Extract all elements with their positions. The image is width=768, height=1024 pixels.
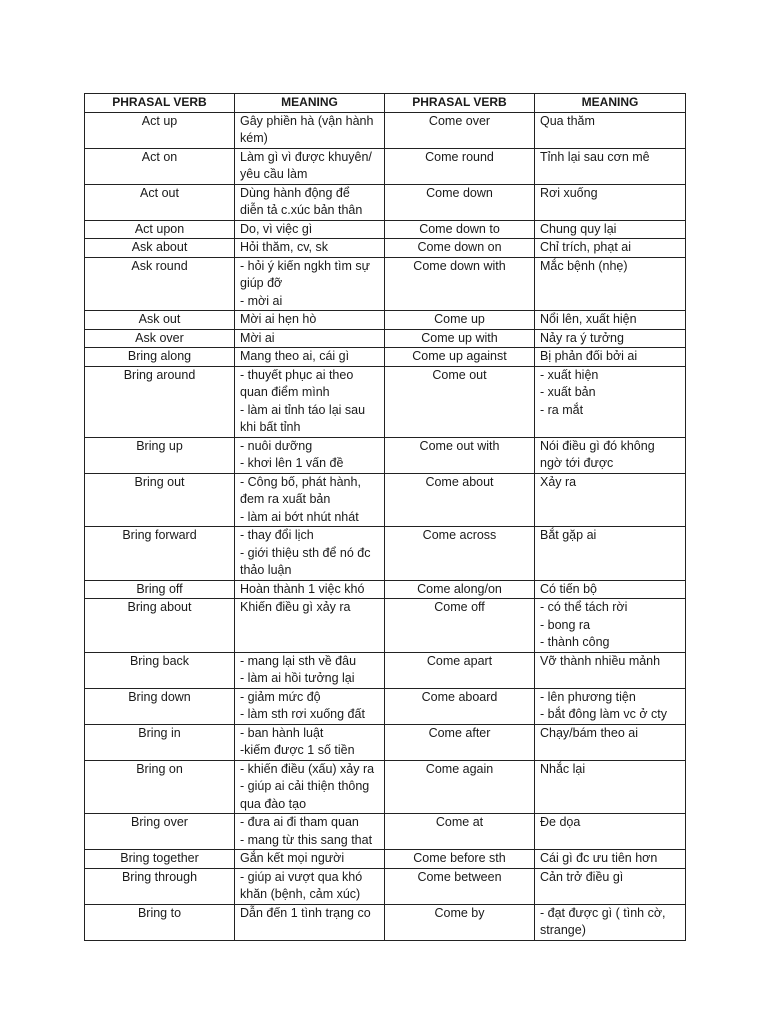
table-row <box>85 580 686 599</box>
meaning-cell <box>535 527 686 581</box>
meaning-cell <box>235 599 385 653</box>
phrasal-verb-cell: Come round <box>385 148 535 184</box>
meaning-cell <box>535 311 686 330</box>
meaning-line: Xảy ra <box>540 474 577 489</box>
meaning-line: - bong ra <box>540 617 591 632</box>
meaning-line: - làm sth rơi xuống đất <box>240 707 365 721</box>
phrasal-verb-cell: Ask round <box>85 257 235 311</box>
meaning-cell <box>235 437 385 473</box>
meaning-cell <box>535 850 686 869</box>
meaning-line: - lên phương tiện <box>540 689 636 704</box>
meaning-line: - khơi lên 1 vấn đề <box>240 456 344 470</box>
header-phrasal-verb-1: PHRASAL VERB <box>85 94 235 113</box>
table-row <box>85 220 686 239</box>
meaning-line: Mang theo ai, cái gì <box>240 349 350 363</box>
meaning-cell <box>235 257 385 311</box>
phrasal-verb-cell: Ask about <box>85 239 235 258</box>
meaning-line: Chỉ trích, phạt ai <box>540 240 632 254</box>
phrasal-verb-cell: Bring along <box>85 348 235 367</box>
phrasal-verb-cell: Bring out <box>85 473 235 527</box>
meaning-cell <box>235 580 385 599</box>
meaning-line: - giới thiệu sth để nó đc <box>240 545 371 560</box>
meaning-line: Hỏi thăm, cv, sk <box>240 240 328 254</box>
meaning-cell <box>235 239 385 258</box>
meaning-line: -kiếm được 1 số tiền <box>240 743 355 757</box>
phrasal-verb-cell: Come at <box>385 814 535 850</box>
meaning-line: - xuất hiện <box>540 367 599 382</box>
phrasal-verb-cell: Bring to <box>85 904 235 940</box>
phrasal-verb-cell: Ask over <box>85 329 235 348</box>
meaning-cell <box>535 904 686 940</box>
table-row <box>85 760 686 814</box>
meaning-line: - giúp ai vượt qua khó <box>240 869 363 884</box>
phrasal-verb-cell: Come down <box>385 184 535 220</box>
meaning-line: Gây phiền hà (vận hành <box>240 113 374 128</box>
meaning-cell <box>235 184 385 220</box>
phrasal-verb-cell: Come down with <box>385 257 535 311</box>
meaning-cell <box>535 366 686 437</box>
meaning-line: - thành công <box>540 635 610 649</box>
meaning-cell <box>235 311 385 330</box>
table-row <box>85 112 686 148</box>
meaning-cell <box>235 850 385 869</box>
meaning-cell <box>535 868 686 904</box>
table-row <box>85 652 686 688</box>
meaning-line: - nuôi dưỡng <box>240 438 313 453</box>
meaning-cell <box>235 148 385 184</box>
phrasal-verb-cell: Bring over <box>85 814 235 850</box>
phrasal-verb-cell: Bring about <box>85 599 235 653</box>
meaning-line: đem ra xuất bản <box>240 492 331 506</box>
meaning-cell <box>235 652 385 688</box>
meaning-cell <box>535 599 686 653</box>
meaning-line: Do, vì việc gì <box>240 221 313 236</box>
phrasal-verb-cell: Come up with <box>385 329 535 348</box>
meaning-cell <box>535 724 686 760</box>
meaning-cell <box>235 904 385 940</box>
table-row <box>85 473 686 527</box>
meaning-cell <box>535 760 686 814</box>
meaning-cell <box>235 527 385 581</box>
meaning-line: - đưa ai đi tham quan <box>240 815 359 829</box>
table-row <box>85 366 686 437</box>
table-row <box>85 148 686 184</box>
phrasal-verb-cell: Act on <box>85 148 235 184</box>
table-row <box>85 850 686 869</box>
meaning-line: - có thể tách rời <box>540 600 628 614</box>
meaning-cell <box>535 220 686 239</box>
meaning-cell <box>535 239 686 258</box>
meaning-line: Khiến điều gì xảy ra <box>240 600 351 614</box>
meaning-cell <box>235 814 385 850</box>
header-meaning-2: MEANING <box>535 94 686 113</box>
phrasal-verb-cell: Come up against <box>385 348 535 367</box>
phrasal-verb-cell: Come over <box>385 112 535 148</box>
phrasal-verb-cell: Come after <box>385 724 535 760</box>
meaning-cell <box>535 329 686 348</box>
phrasal-verb-cell: Come across <box>385 527 535 581</box>
table-row <box>85 257 686 311</box>
meaning-line: Nổi lên, xuất hiện <box>540 312 637 326</box>
table-row <box>85 184 686 220</box>
meaning-line: qua đào tạo <box>240 796 307 811</box>
table-row <box>85 311 686 330</box>
meaning-line: Có tiến bộ <box>540 581 597 596</box>
meaning-cell <box>535 688 686 724</box>
table-body <box>85 112 686 940</box>
phrasal-verb-cell: Bring on <box>85 760 235 814</box>
meaning-line: - làm ai bớt nhút nhát <box>240 509 359 524</box>
table-row <box>85 437 686 473</box>
phrasal-verb-cell: Come between <box>385 868 535 904</box>
meaning-line: strange) <box>540 923 586 937</box>
phrasal-verb-cell: Come before sth <box>385 850 535 869</box>
meaning-cell <box>535 112 686 148</box>
table-row <box>85 688 686 724</box>
phrasal-verb-cell: Bring off <box>85 580 235 599</box>
meaning-line: - hỏi ý kiến ngkh tìm sự <box>240 258 370 273</box>
table-row <box>85 724 686 760</box>
meaning-line: kém) <box>240 131 268 145</box>
meaning-line: Cản trở điều gì <box>540 869 624 884</box>
phrasal-verb-cell: Bring back <box>85 652 235 688</box>
phrasal-verb-cell: Bring through <box>85 868 235 904</box>
table-row <box>85 599 686 653</box>
meaning-cell <box>535 437 686 473</box>
phrasal-verb-cell: Come down to <box>385 220 535 239</box>
phrasal-verb-cell: Come by <box>385 904 535 940</box>
table-header-row <box>85 94 686 113</box>
phrasal-verb-cell: Bring together <box>85 850 235 869</box>
phrasal-verb-cell: Come about <box>385 473 535 527</box>
meaning-line: - ra mắt <box>540 402 584 417</box>
meaning-cell <box>235 366 385 437</box>
phrasal-verb-cell: Bring in <box>85 724 235 760</box>
meaning-line: - khiến điều (xấu) xảy ra <box>240 761 375 776</box>
meaning-line: - giúp ai cải thiện thông <box>240 779 370 793</box>
meaning-line: Nảy ra ý tưởng <box>540 330 624 345</box>
table-row <box>85 904 686 940</box>
phrasal-verb-cell: Come out with <box>385 437 535 473</box>
meaning-line: Mời ai hẹn hò <box>240 312 317 326</box>
meaning-line: - ban hành luật <box>240 725 324 740</box>
meaning-line: - mang từ this sang that <box>240 832 373 847</box>
meaning-line: - mang lại sth về đâu <box>240 653 357 668</box>
phrasal-verb-cell: Come apart <box>385 652 535 688</box>
phrasal-verb-cell: Come again <box>385 760 535 814</box>
meaning-line: khăn (bệnh, cảm xúc) <box>240 887 361 901</box>
meaning-line: - thay đổi lịch <box>240 528 314 542</box>
meaning-line: Bắt gặp ai <box>540 528 597 542</box>
table-row <box>85 868 686 904</box>
table-row <box>85 348 686 367</box>
phrasal-verb-cell: Bring forward <box>85 527 235 581</box>
phrasal-verb-cell: Bring up <box>85 437 235 473</box>
meaning-cell <box>235 348 385 367</box>
meaning-line: Làm gì vì được khuyên/ <box>240 149 372 164</box>
meaning-line: Bị phản đối bởi ai <box>540 349 638 363</box>
meaning-cell <box>535 184 686 220</box>
meaning-cell <box>235 112 385 148</box>
meaning-cell <box>235 760 385 814</box>
meaning-line: Chung quy lại <box>540 221 617 236</box>
meaning-line: khi bất tỉnh <box>240 420 301 434</box>
meaning-line: - giảm mức độ <box>240 689 321 704</box>
phrasal-verb-cell: Act up <box>85 112 235 148</box>
meaning-line: diễn tả c.xúc bản thân <box>240 203 363 217</box>
meaning-line: Nói điều gì đó không <box>540 438 655 453</box>
meaning-line: Hoàn thành 1 việc khó <box>240 581 365 596</box>
phrasal-verb-cell: Come down on <box>385 239 535 258</box>
meaning-line: Cái gì đc ưu tiên hơn <box>540 851 658 865</box>
meaning-line: Nhắc lại <box>540 761 586 776</box>
phrasal-verb-cell: Ask out <box>85 311 235 330</box>
meaning-line: Qua thăm <box>540 113 595 128</box>
meaning-line: - mời ai <box>240 293 283 308</box>
meaning-line: ngờ tới được <box>540 456 614 470</box>
meaning-cell <box>535 580 686 599</box>
meaning-line: - làm ai tỉnh táo lại sau <box>240 402 366 417</box>
meaning-line: - xuất bản <box>540 385 596 399</box>
phrasal-verb-table <box>84 93 686 941</box>
table-row <box>85 329 686 348</box>
meaning-line: Đe dọa <box>540 815 581 829</box>
meaning-line: Dẫn đến 1 tình trạng co <box>240 905 371 920</box>
table-row <box>85 239 686 258</box>
phrasal-verb-cell: Act out <box>85 184 235 220</box>
meaning-cell <box>535 348 686 367</box>
meaning-line: Rơi xuống <box>540 185 598 200</box>
meaning-line: giúp đỡ <box>240 276 283 290</box>
meaning-cell <box>235 688 385 724</box>
meaning-cell <box>235 868 385 904</box>
meaning-line: Tỉnh lại sau cơn mê <box>540 149 650 164</box>
meaning-cell <box>235 220 385 239</box>
phrasal-verb-cell: Come out <box>385 366 535 437</box>
header-phrasal-verb-2: PHRASAL VERB <box>385 94 535 113</box>
table-row <box>85 527 686 581</box>
meaning-cell <box>235 724 385 760</box>
meaning-line: - làm ai hồi tưởng lại <box>240 671 355 685</box>
meaning-cell <box>535 652 686 688</box>
table-row <box>85 814 686 850</box>
meaning-line: Dùng hành động để <box>240 185 350 200</box>
phrasal-verb-cell: Bring down <box>85 688 235 724</box>
meaning-line: yêu cầu làm <box>240 167 308 181</box>
meaning-cell <box>535 257 686 311</box>
meaning-line: Mắc bệnh (nhẹ) <box>540 258 628 273</box>
meaning-line: - bắt đông làm vc ở cty <box>540 707 667 721</box>
phrasal-verb-cell: Come off <box>385 599 535 653</box>
phrasal-verb-cell: Come up <box>385 311 535 330</box>
meaning-line: quan điểm mình <box>240 385 330 399</box>
meaning-line: - Công bố, phát hành, <box>240 474 361 489</box>
meaning-cell <box>535 473 686 527</box>
meaning-cell <box>235 473 385 527</box>
meaning-line: Mời ai <box>240 330 275 345</box>
meaning-line: - đạt được gì ( tình cờ, <box>540 905 666 920</box>
meaning-cell <box>535 148 686 184</box>
phrasal-verb-cell: Come along/on <box>385 580 535 599</box>
header-meaning-1: MEANING <box>235 94 385 113</box>
meaning-line: thảo luận <box>240 563 292 577</box>
meaning-cell <box>235 329 385 348</box>
phrasal-verb-cell: Act upon <box>85 220 235 239</box>
phrasal-verb-table-container <box>84 93 685 941</box>
meaning-cell <box>535 814 686 850</box>
meaning-line: Gắn kết mọi người <box>240 851 345 865</box>
phrasal-verb-cell: Come aboard <box>385 688 535 724</box>
meaning-line: Vỡ thành nhiều mảnh <box>540 653 661 668</box>
meaning-line: - thuyết phục ai theo <box>240 367 354 382</box>
meaning-line: Chạy/bám theo ai <box>540 725 638 740</box>
phrasal-verb-cell: Bring around <box>85 366 235 437</box>
